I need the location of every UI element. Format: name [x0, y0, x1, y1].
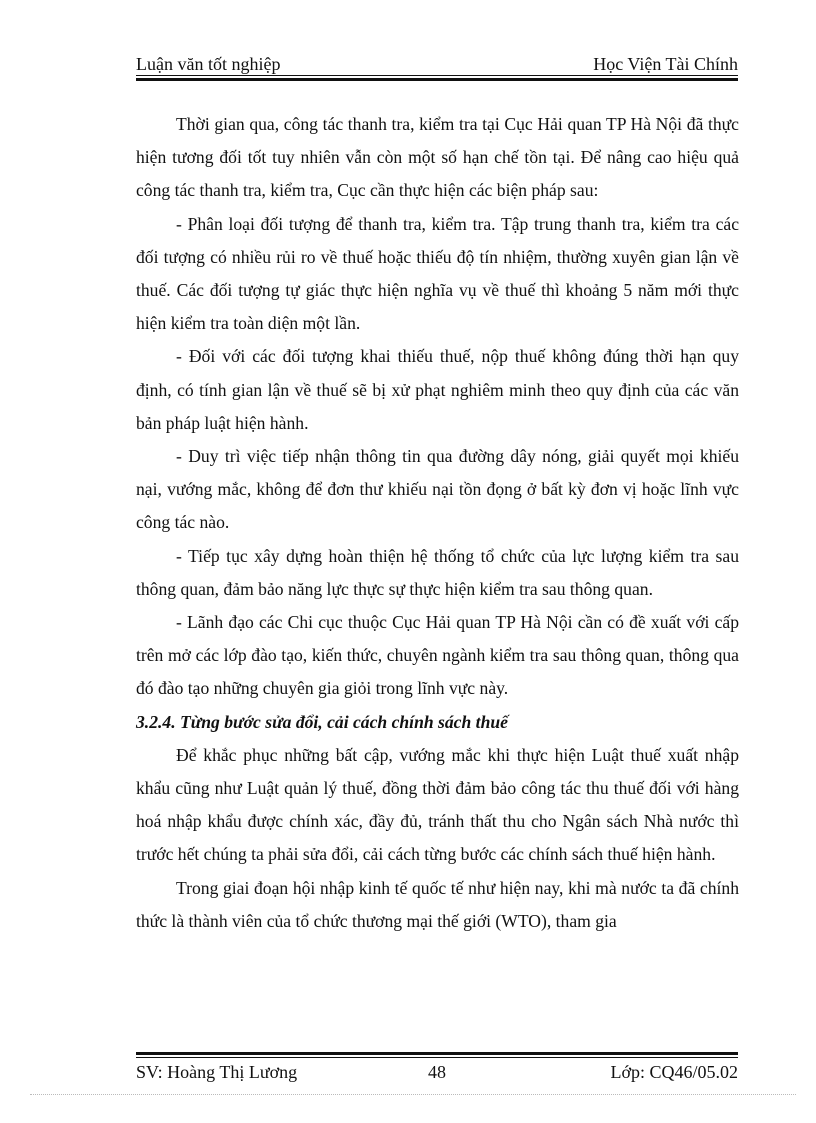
page-bottom-dotted-line — [30, 1094, 796, 1095]
header-thesis-label: Luận văn tốt nghiệp — [136, 54, 281, 74]
paragraph-item-hotline: - Duy trì việc tiếp nhận thông tin qua đường dây nóng, giải quyết mọi khiếu nại, vướng mắc, không để đơn thư khiếu nại tồn đọng ở bất kỳ đơn vị hoặc lĩnh vực công tác nào. — [136, 446, 739, 533]
paragraph-intro: Thời gian qua, công tác thanh tra, kiểm tra tại Cục Hải quan TP Hà Nội đã thực hiện tương đối tốt tuy nhiên vẫn còn một số hạn chế tồn tại. Để nâng cao hiệu quả công tác thanh tra, kiểm tra, Cục cần thực hiện các biện pháp sau: — [136, 114, 739, 201]
page-header — [136, 52, 738, 76]
footer-class-code: Lớp: CQ46/05.02 — [610, 1062, 738, 1082]
paragraph-integration: Trong giai đoạn hội nhập kinh tế quốc tế như hiện nay, khi mà nước ta đã chính thức là thành viên của tổ chức thương mại thế giới (WTO), tham gia — [136, 877, 739, 931]
paragraph-tax-reform: Để khắc phục những bất cập, vướng mắc khi thực hiện Luật thuế xuất nhập khẩu cũng như Luật quản lý thuế, đồng thời đảm bảo công tác thu thuế đối với hàng hoá nhập khẩu được chính xác, đầy đủ, tránh thất thu cho Ngân sách Nhà nước thì trước hết chúng ta phải sửa đổi, cải cách từng bước các chính sách thuế hiện hành. — [136, 744, 739, 865]
header-institution: Học Viện Tài Chính — [593, 54, 738, 74]
section-heading: 3.2.4. Từng bước sửa đổi, cải cách chính sách thuế — [136, 711, 508, 732]
paragraph-item-organization: - Tiếp tục xây dựng hoàn thiện hệ thống tổ chức của lực lượng kiểm tra sau thông quan, đảm bảo năng lực thực sự thực hiện kiểm tra sau thông quan. — [136, 545, 739, 599]
footer-page-number: 48 — [428, 1062, 446, 1082]
header-divider — [136, 75, 738, 81]
paragraph-item-training: - Lãnh đạo các Chi cục thuộc Cục Hải quan TP Hà Nội cần có đề xuất với cấp trên mở các lớp đào tạo, kiến thức, chuyên ngành kiểm tra sau thông quan, thông qua đó đào tạo những chuyên gia giỏi trong lĩnh vực này. — [136, 612, 739, 699]
footer-divider — [136, 1052, 738, 1058]
paragraph-item-penalty: - Đối với các đối tượng khai thiếu thuế, nộp thuế không đúng thời hạn quy định, có tính gian lận về thuế sẽ bị xử phạt nghiêm minh theo quy định của các văn bản pháp luật hiện hành. — [136, 346, 739, 433]
page-footer — [136, 1060, 738, 1084]
paragraph-item-classify: - Phân loại đối tượng để thanh tra, kiểm tra. Tập trung thanh tra, kiểm tra các đối tượng có nhiều rủi ro về thuế hoặc thiếu độ tín nhiệm, thường xuyên gian lận về thuế. Các đối tượng tự giác thực hiện nghĩa vụ về thuế thì khoảng 5 năm mới thực hiện kiểm tra toàn diện một lần. — [136, 213, 739, 334]
footer-student-name: SV: Hoàng Thị Lương — [136, 1062, 298, 1082]
page-body — [136, 108, 739, 938]
